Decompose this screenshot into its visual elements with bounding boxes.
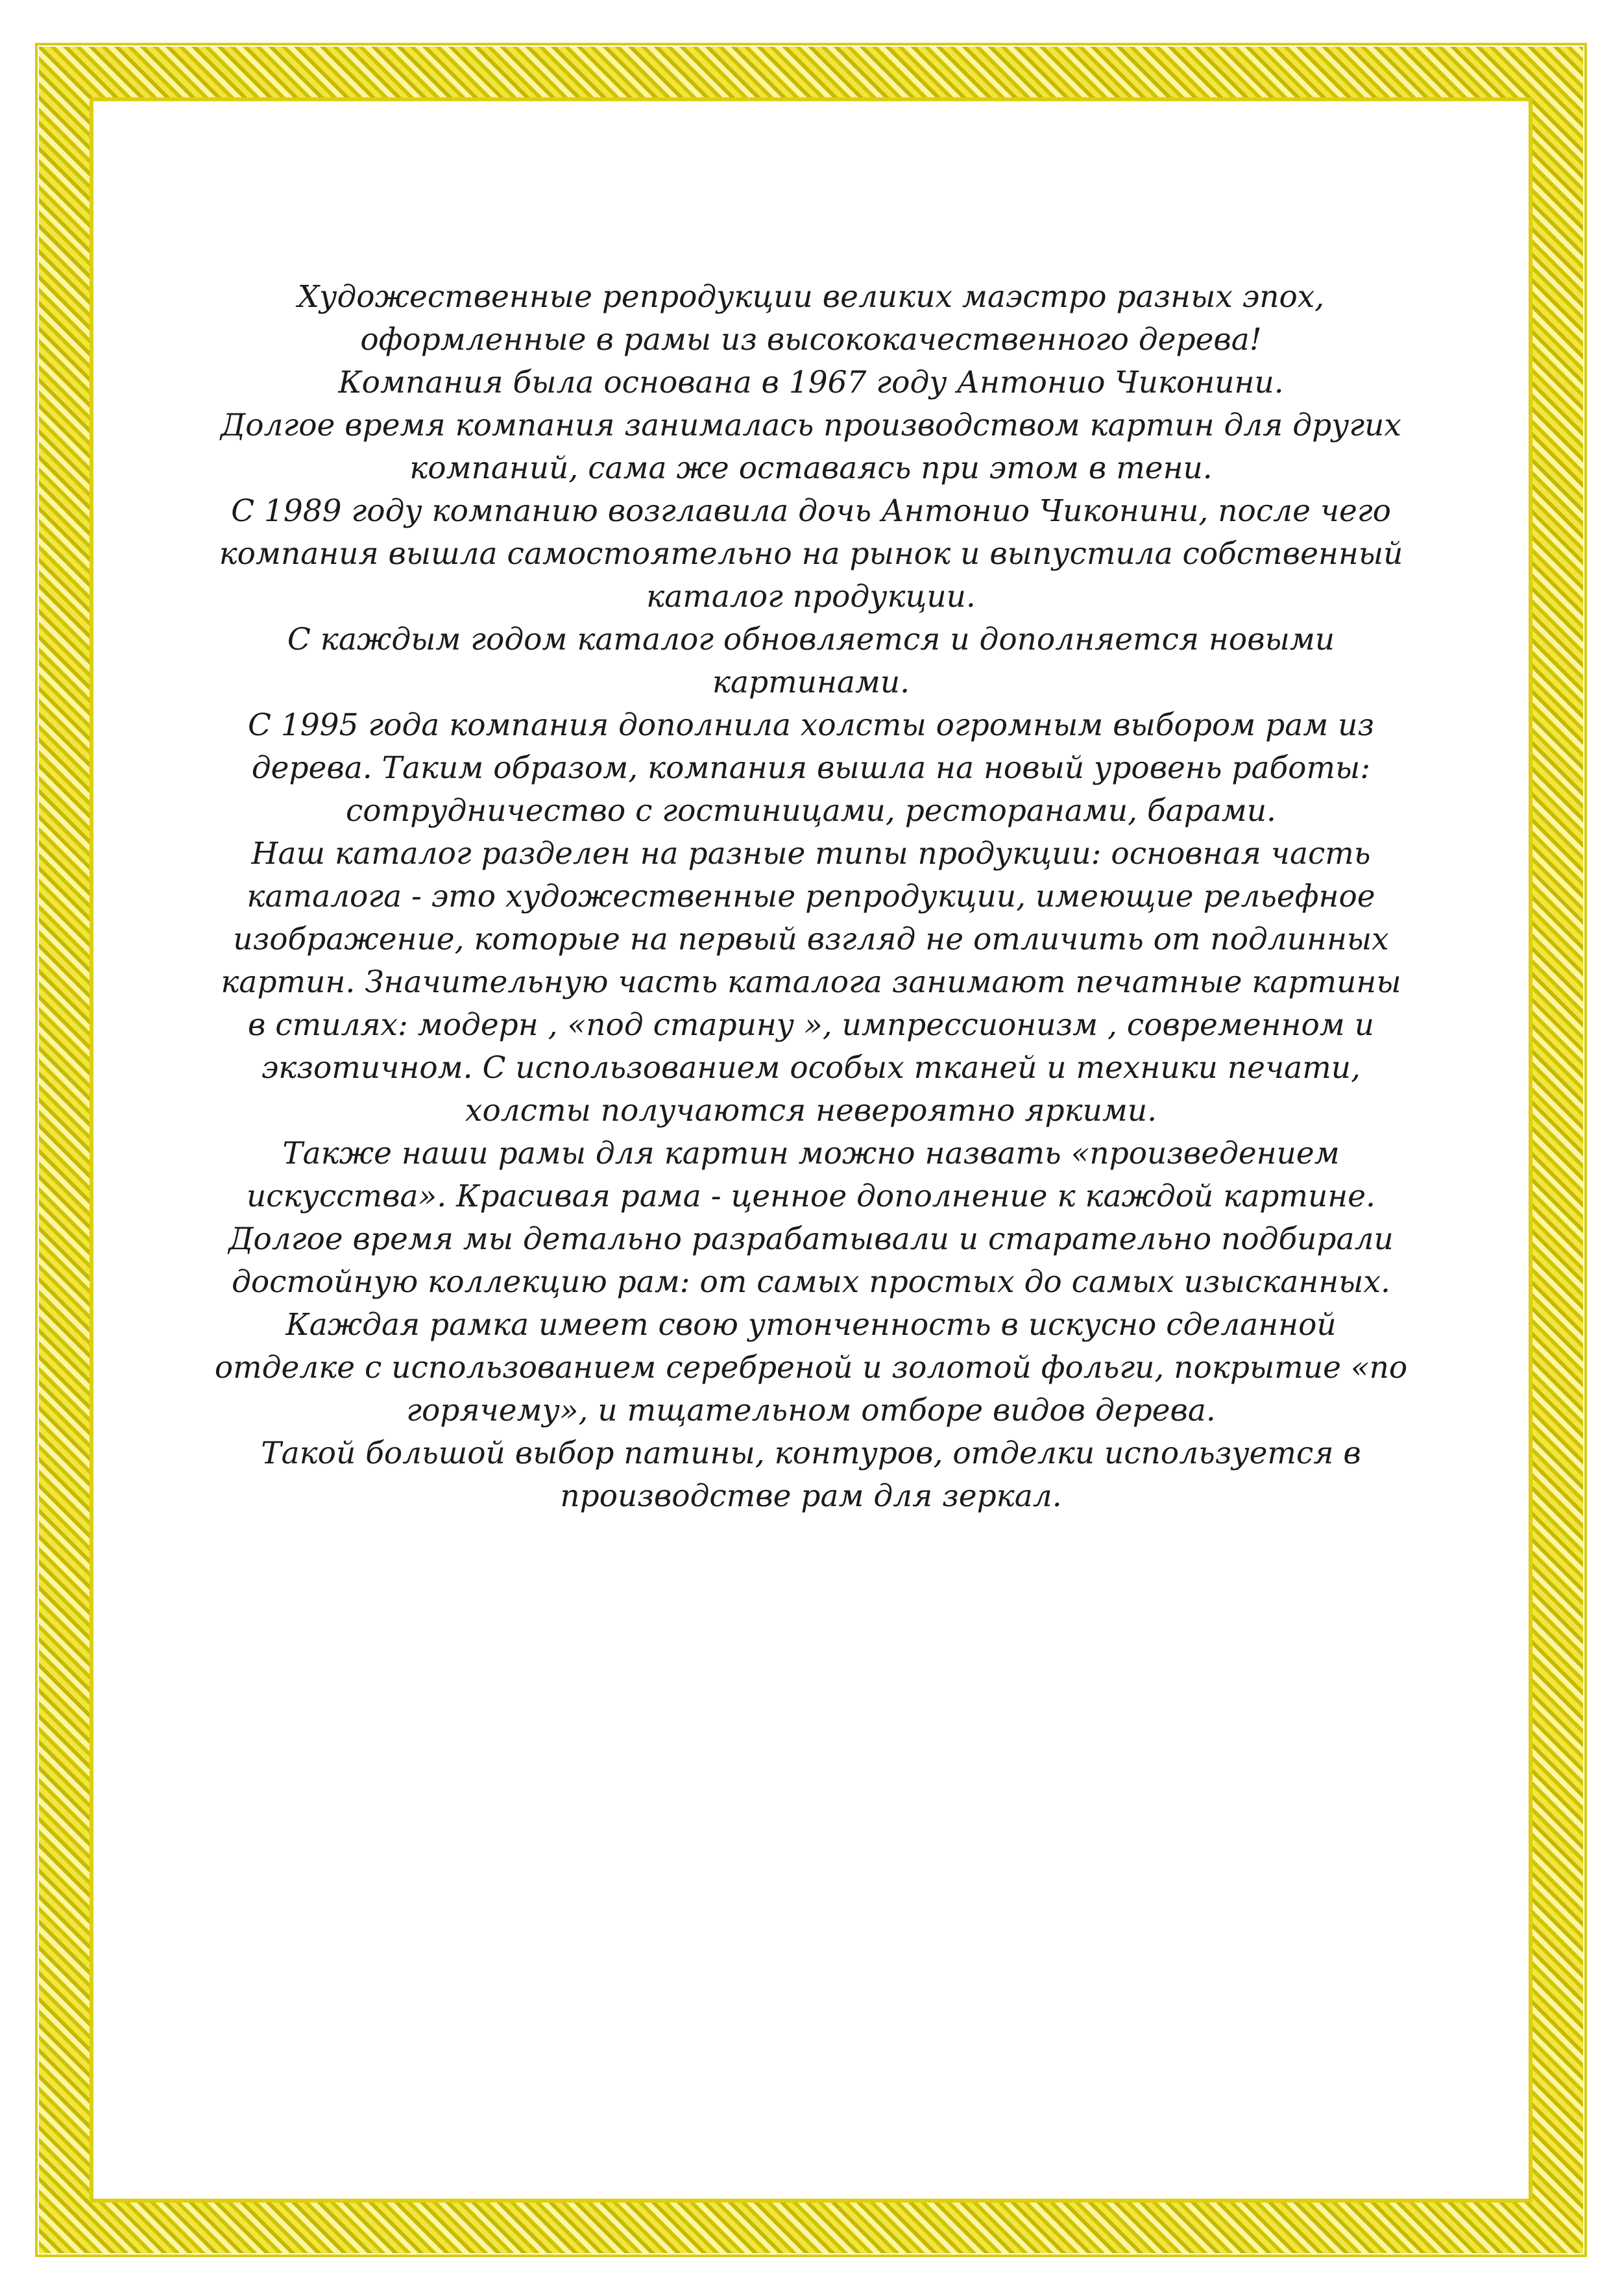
- paragraph-frames-collection: Долгое время мы детально разрабатывали и старательно подбирали достойную коллекцию рам: от самых простых до самых изысканных.: [228, 1221, 1394, 1300]
- paragraph-1995: С 1995 года компания дополнила холсты огромным выбором рам из дерева. Таким образом, компания вышла на новый уровень работы: сотрудничество с гостиницами, ресторанами, барами.: [247, 707, 1375, 829]
- paragraph-mirror-frames: Такой большой выбор патины, контуров, отделки используется в производстве рам для зеркал.: [261, 1435, 1361, 1514]
- paragraph-catalog-types: Наш каталог разделен на разные типы продукции: основная часть каталога - это художественные репродукции, имеющие рельефное изображение, которые на первый взгляд не отличить от подлинных картин. Значительную часть каталога занимают печатные картины в стилях: модерн , «под старину », импрессионизм , современном и экзотичном. С использованием особых тканей и техники печати, холсты получаются невероятно яркими.: [221, 836, 1401, 1129]
- paragraph-founded: Компания была основана в 1967 году Антонио Чиконини.: [338, 365, 1284, 400]
- paragraph-catalog-updates: С каждым годом каталог обновляется и дополняется новыми картинами.: [287, 622, 1335, 700]
- paragraph-1989: С 1989 году компанию возглавила дочь Антонио Чиконини, после чего компания вышла самостоятельно на рынок и выпустила собственный каталог продукции.: [219, 493, 1403, 615]
- company-description: [214, 276, 1408, 1518]
- paragraph-intro: Художественные репродукции великих маэстро разных эпох, оформленные в рамы из высококачественного дерева!: [297, 279, 1325, 358]
- paragraph-frame-finishing: Каждая рамка имеет свою утонченность в искусно сделанной отделке с использованием серебреной и золотой фольги, покрытие «по горячему», и тщательном отборе видов дерева.: [214, 1307, 1408, 1428]
- paragraph-frames-art: Также наши рамы для картин можно назвать «произведением искусства». Красивая рама - ценное дополнение к каждой картине.: [247, 1136, 1375, 1214]
- paragraph-early-production: Долгое время компания занималась производством картин для других компаний, сама же оставаясь при этом в тени.: [221, 408, 1401, 486]
